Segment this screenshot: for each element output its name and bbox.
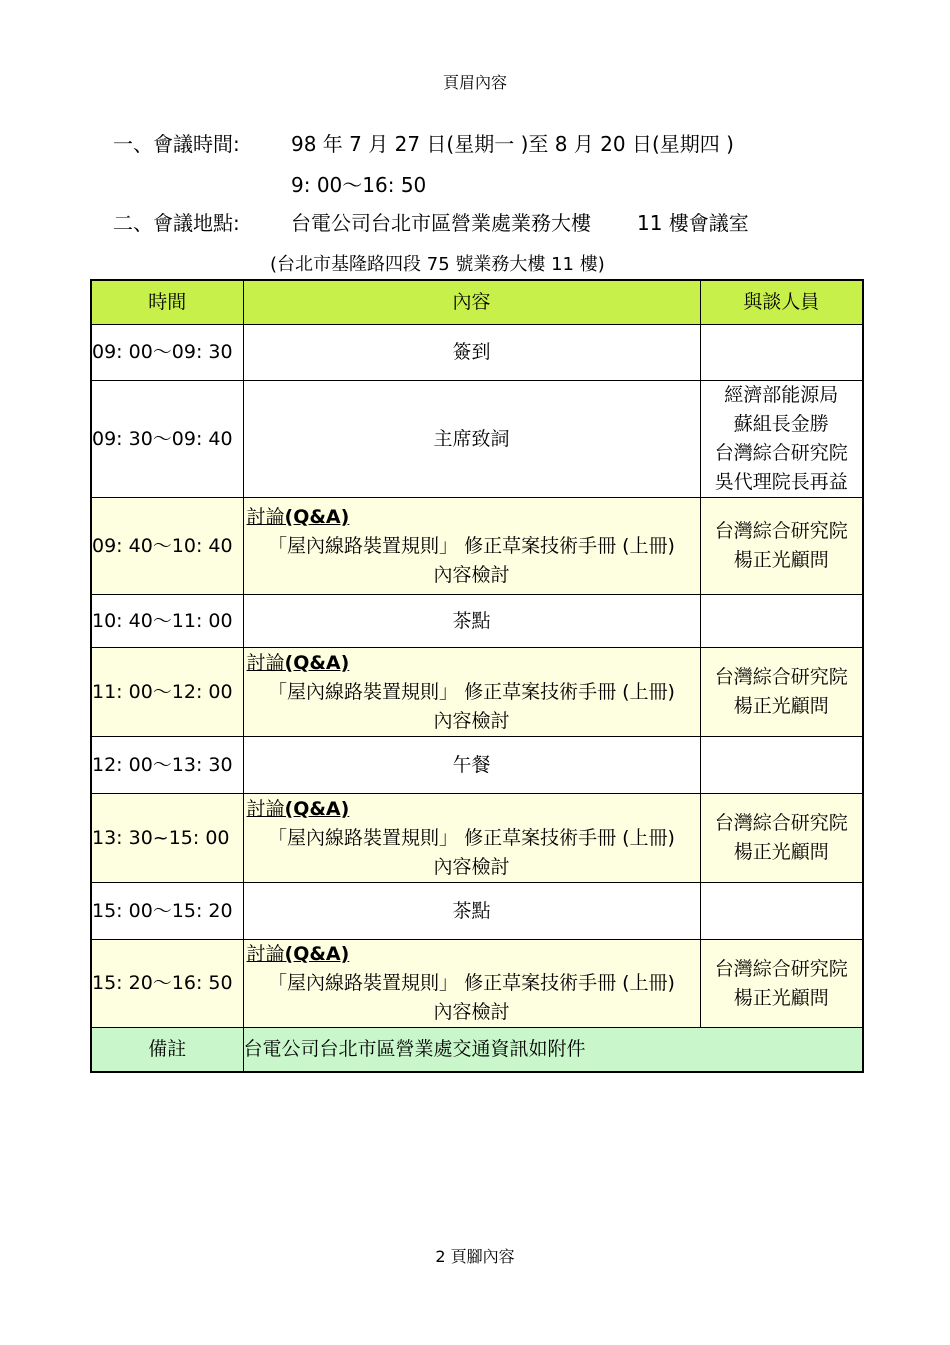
row-time: 09: 40～10: 40: [91, 498, 243, 595]
discussion-subject: 「屋內線路裝置規則」 修正草案技術手冊 (上冊): [268, 534, 675, 557]
discussion-title: 討論(Q&A): [246, 943, 350, 965]
row-speaker: [700, 381, 863, 498]
table-row: [91, 381, 863, 498]
table-row: [91, 648, 863, 737]
discussion-title: 討論(Q&A): [246, 651, 350, 674]
meeting-place-line: [113, 207, 749, 236]
table-row: [91, 737, 863, 794]
table-row: [91, 325, 863, 381]
row-speaker: [700, 595, 863, 648]
header-speakers: 與談人員: [700, 280, 863, 325]
row-speaker: [700, 883, 863, 940]
meeting-address: (台北市基隆路四段 75 號業務大樓 11 樓): [270, 254, 605, 275]
discussion-title: 討論(Q&A): [246, 505, 350, 528]
speaker-line: 楊正光顧問: [733, 986, 829, 1009]
speaker-line: 楊正光顧問: [733, 549, 829, 571]
row-speaker: [700, 940, 863, 1028]
row-speaker: [700, 794, 863, 883]
discussion-subject-2: 內容檢討: [433, 1001, 510, 1023]
row-time: 12: 00～13: 30: [91, 737, 243, 794]
row-time: 09: 00～09: 30: [91, 325, 243, 381]
row-time: 11: 00～12: 00: [91, 648, 243, 737]
header-time: 時間: [91, 280, 243, 325]
row-content: 茶點: [243, 595, 700, 648]
row-content: 主席致詞: [243, 381, 700, 498]
page-footer: [0, 1244, 950, 1267]
header-content: 內容: [243, 280, 700, 325]
row-speaker: [700, 737, 863, 794]
row-time: 10: 40～11: 00: [91, 595, 243, 648]
row-content: [243, 940, 700, 1028]
row-time: 15: 20～16: 50: [91, 940, 243, 1028]
page-header: 頁眉內容: [442, 73, 507, 92]
table-row: [91, 794, 863, 883]
speaker-line: 蘇組長金勝: [733, 413, 829, 435]
table-row: [91, 883, 863, 940]
note-label: 備註: [91, 1028, 243, 1073]
discussion-subject: 「屋內線路裝置規則」 修正草案技術手冊 (上冊): [268, 972, 675, 994]
speaker-line: 台灣綜合研究院: [714, 957, 848, 980]
table-row: [91, 498, 863, 595]
footer-label: 頁腳內容: [450, 1247, 515, 1266]
note-row: [91, 1028, 863, 1073]
schedule-table: [90, 279, 864, 1073]
discussion-subject: 「屋內線路裝置規則」 修正草案技術手冊 (上冊): [268, 826, 675, 849]
discussion-title: 討論(Q&A): [246, 797, 350, 820]
row-time: 13: 30~15: 00: [91, 794, 243, 883]
row-speaker: [700, 648, 863, 737]
table-row: [91, 595, 863, 648]
meeting-time-value: 98 年 7 月 27 日(星期一 )至 8 月 20 日(星期四 ): [291, 132, 734, 156]
discussion-subject-2: 內容檢討: [433, 709, 510, 732]
discussion-subject-2: 內容檢討: [433, 855, 510, 878]
discussion-subject-2: 內容檢討: [433, 563, 510, 586]
table-row: [91, 940, 863, 1028]
speaker-line: 楊正光顧問: [733, 841, 829, 863]
note-value: 台電公司台北市區營業處交通資訊如附件: [243, 1028, 863, 1073]
row-speaker: [700, 498, 863, 595]
discussion-subject: 「屋內線路裝置規則」 修正草案技術手冊 (上冊): [268, 680, 675, 703]
row-time: 09: 30～09: 40: [91, 381, 243, 498]
speaker-line: 台灣綜合研究院: [714, 520, 848, 542]
meeting-time-line: [113, 128, 734, 157]
meeting-time-label: 一、會議時間:: [113, 132, 240, 156]
row-content: [243, 648, 700, 737]
row-content: [243, 498, 700, 595]
row-time: 15: 00～15: 20: [91, 883, 243, 940]
speaker-line: 台灣綜合研究院: [714, 666, 848, 688]
speaker-line: 吳代理院長再益: [714, 471, 848, 493]
meeting-hours: 9: 00～16: 50: [291, 173, 427, 197]
table-header-row: [91, 280, 863, 325]
speaker-line: 楊正光顧問: [733, 695, 829, 717]
row-content: [243, 794, 700, 883]
row-content: 茶點: [243, 883, 700, 940]
speaker-line: 台灣綜合研究院: [714, 442, 848, 464]
row-content: 簽到: [243, 325, 700, 381]
speaker-line: 台灣綜合研究院: [714, 812, 848, 834]
meeting-place-label: 二、會議地點:: [113, 211, 240, 235]
meeting-place-value: 台電公司台北市區營業處業務大樓: [291, 211, 591, 235]
row-speaker: [700, 325, 863, 381]
page-number: 2: [435, 1247, 446, 1266]
speaker-line: 經濟部能源局: [724, 384, 839, 406]
meeting-room: 11 樓會議室: [637, 211, 749, 235]
row-content: 午餐: [243, 737, 700, 794]
